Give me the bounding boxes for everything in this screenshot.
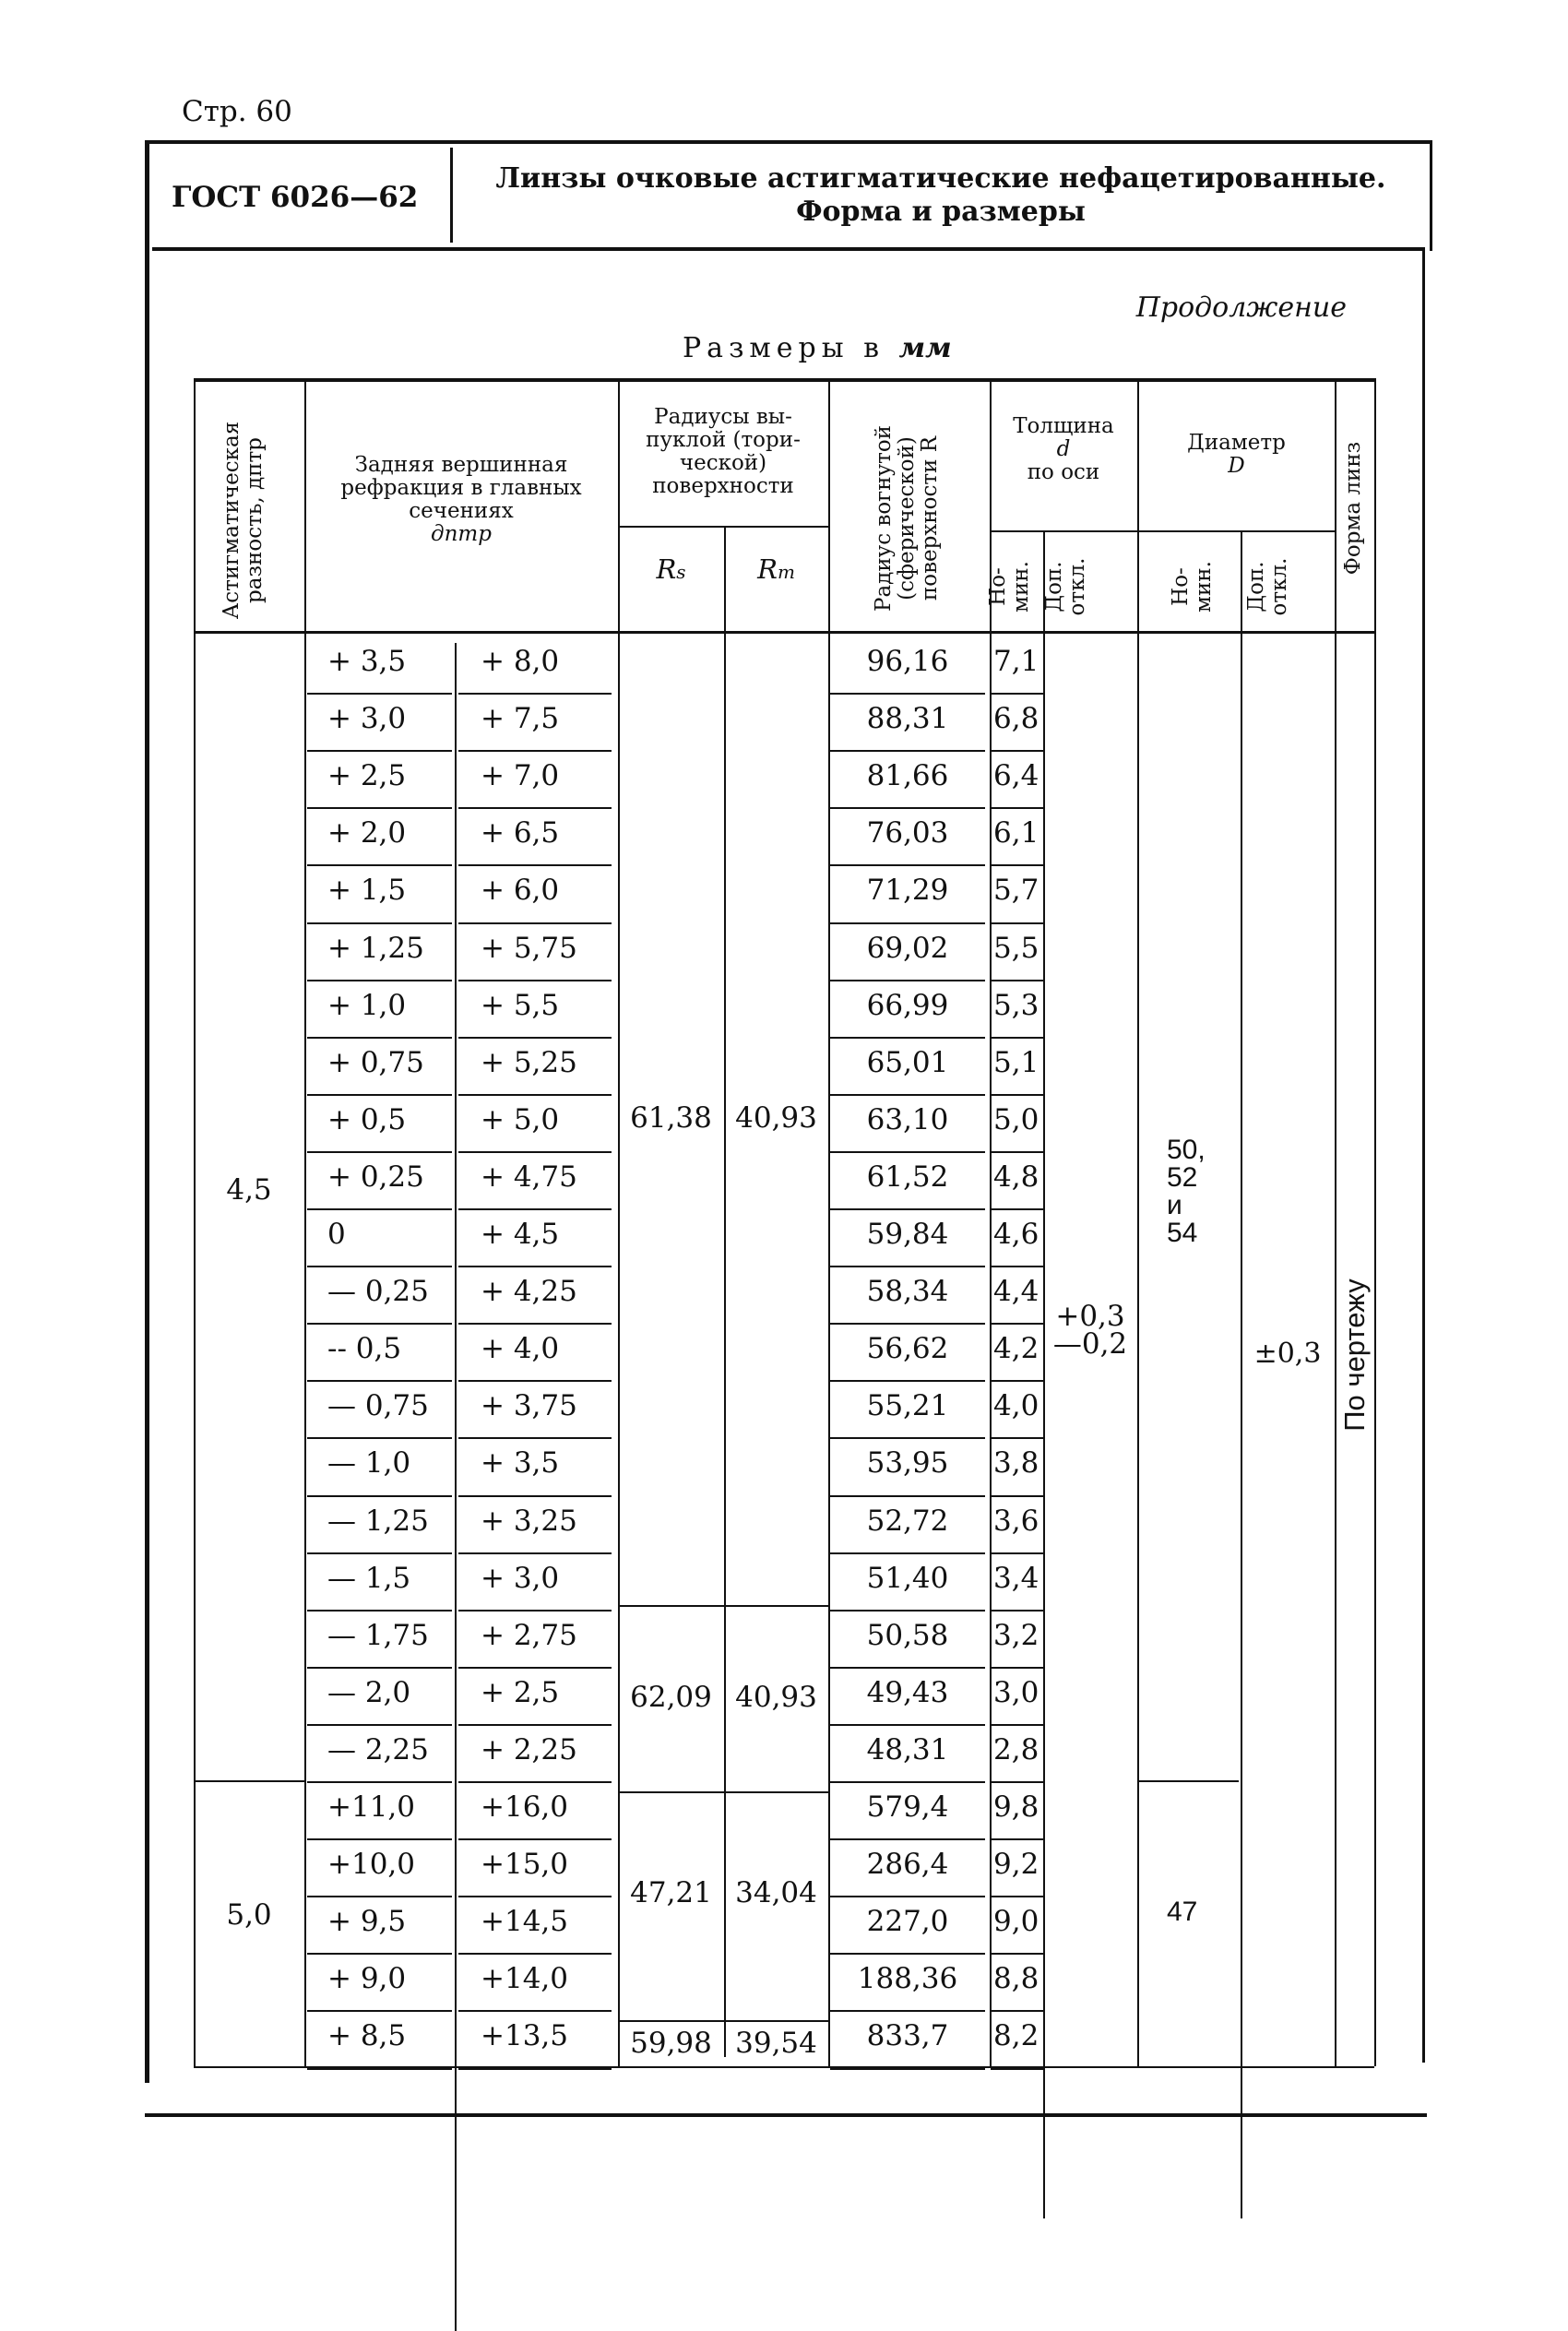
cell-f2: + 3,0 <box>481 1561 560 1595</box>
rm-group-c: 34,04 <box>735 1876 817 1909</box>
row-rule <box>307 1437 452 1439</box>
cell-r: 69,02 <box>866 931 949 965</box>
diameter-tolerance-value: ±0,3 <box>1253 1338 1322 1370</box>
row-rule <box>991 1094 1043 1096</box>
cell-f2: + 2,5 <box>481 1675 560 1709</box>
row-rule <box>458 1953 612 1955</box>
cell-f2: + 5,0 <box>481 1102 560 1136</box>
standard-title <box>470 162 1411 229</box>
rs-group-a: 61,38 <box>630 1101 712 1135</box>
cell-r: 59,84 <box>866 1218 949 1251</box>
row-rule <box>991 1151 1043 1153</box>
row-rule <box>307 1094 452 1096</box>
row-rule <box>458 693 612 695</box>
cell-d: 4,6 <box>993 1218 1039 1251</box>
cell-d: 4,2 <box>993 1332 1039 1366</box>
row-rule <box>991 2010 1043 2012</box>
cell-r: 49,43 <box>866 1675 949 1709</box>
row-rule <box>830 1724 985 1726</box>
frame-right-rule <box>1422 247 1425 2063</box>
row-rule <box>830 750 985 752</box>
header-astig-diff: Астигматическая разность, дптр <box>220 421 267 620</box>
rs-group-b: 62,09 <box>630 1681 712 1714</box>
cell-f1: + 1,25 <box>327 931 424 965</box>
header-diameter-tolerance: Доп. откл. <box>1244 557 1291 616</box>
cell-d: 5,7 <box>993 874 1039 908</box>
cell-r: 579,4 <box>866 1790 949 1824</box>
header-rm: Rm <box>757 553 795 585</box>
cell-f1: 0 <box>327 1218 346 1251</box>
cell-d: 6,4 <box>993 759 1039 793</box>
cell-r: 76,03 <box>866 816 949 850</box>
cell-f2: + 5,75 <box>481 931 577 965</box>
cell-f2: + 6,5 <box>481 816 560 850</box>
group-rule <box>618 2020 828 2022</box>
row-rule <box>991 1552 1043 1554</box>
cell-f1: — 1,0 <box>327 1446 411 1481</box>
row-rule <box>991 1781 1043 1783</box>
row-rule <box>830 1667 985 1669</box>
cell-d: 5,3 <box>993 988 1039 1022</box>
row-rule <box>458 1896 612 1897</box>
cell-r: 88,31 <box>866 702 949 736</box>
row-rule <box>830 2010 985 2012</box>
column-rule <box>1137 378 1139 2066</box>
group-rule <box>618 526 828 528</box>
row-rule <box>307 750 452 752</box>
cell-d: 3,4 <box>993 1561 1039 1595</box>
row-rule <box>991 1896 1043 1897</box>
row-rule <box>830 1437 985 1439</box>
row-rule <box>458 1667 612 1669</box>
row-rule <box>830 1552 985 1554</box>
cell-f1: + 2,0 <box>327 816 407 850</box>
cell-d: 4,4 <box>993 1275 1039 1309</box>
cell-f2: + 2,75 <box>481 1618 577 1652</box>
row-rule <box>991 1037 1043 1039</box>
row-rule <box>991 1495 1043 1497</box>
cell-f2: + 5,25 <box>481 1045 577 1079</box>
row-rule <box>458 807 612 809</box>
row-rule <box>458 2010 612 2012</box>
cell-r: 61,52 <box>866 1160 949 1194</box>
row-rule <box>458 1208 612 1210</box>
row-rule <box>991 807 1043 809</box>
cell-f1: + 3,0 <box>327 702 407 736</box>
header-lens-form: Форма линз <box>1341 441 1365 576</box>
row-rule <box>307 1838 452 1840</box>
cell-f1: + 0,5 <box>327 1102 407 1136</box>
row-rule <box>830 1896 985 1897</box>
row-rule <box>458 1552 612 1554</box>
cell-d: 3,8 <box>993 1446 1039 1481</box>
cell-d: 4,8 <box>993 1160 1039 1194</box>
cell-f2: +14,5 <box>481 1905 568 1939</box>
row-rule <box>991 1724 1043 1726</box>
cell-d: 3,6 <box>993 1504 1039 1538</box>
row-rule <box>458 1838 612 1840</box>
column-rule <box>1374 378 1376 2066</box>
column-rule <box>1335 378 1336 2066</box>
cell-f1: — 2,25 <box>327 1732 429 1766</box>
row-rule <box>307 1495 452 1497</box>
cell-f1: + 0,25 <box>327 1160 424 1194</box>
cell-f2: +16,0 <box>481 1790 568 1824</box>
row-rule <box>991 1323 1043 1325</box>
row-rule <box>458 980 612 981</box>
row-rule <box>307 1151 452 1153</box>
row-rule <box>458 1610 612 1611</box>
cell-f1: + 8,5 <box>327 2019 407 2053</box>
units-caption <box>683 332 952 364</box>
cell-r: 52,72 <box>866 1504 949 1538</box>
cell-f2: + 4,5 <box>481 1218 560 1251</box>
row-rule <box>307 1552 452 1554</box>
row-rule <box>307 1208 452 1210</box>
column-rule <box>828 378 830 2066</box>
row-rule <box>307 807 452 809</box>
row-rule <box>991 1838 1043 1840</box>
group-rule <box>990 530 1137 532</box>
row-rule <box>458 864 612 866</box>
row-rule <box>991 980 1043 981</box>
row-rule <box>307 1781 452 1783</box>
cell-r: 51,40 <box>866 1561 949 1595</box>
column-rule <box>618 378 620 2066</box>
frame-bottom-rule <box>145 2113 1427 2117</box>
row-rule <box>991 1266 1043 1267</box>
row-rule <box>830 1037 985 1039</box>
row-rule <box>458 1437 612 1439</box>
header-divider <box>450 148 453 243</box>
cell-f2: + 7,5 <box>481 702 560 736</box>
standard-code: ГОСТ 6026—62 <box>172 181 419 214</box>
row-rule <box>830 1953 985 1955</box>
cell-d: 8,2 <box>993 2019 1039 2053</box>
row-rule <box>830 807 985 809</box>
row-rule <box>830 1781 985 1783</box>
cell-d: 9,0 <box>993 1905 1039 1939</box>
thickness-tolerance-value: +0,3 —0,2 <box>1052 1300 1128 1361</box>
row-rule <box>307 1037 452 1039</box>
rs-group-c: 47,21 <box>630 1876 712 1909</box>
astig-diff-group-a: 4,5 <box>226 1173 272 1207</box>
row-rule <box>458 1380 612 1382</box>
cell-f2: + 8,0 <box>481 645 560 678</box>
row-rule <box>307 1610 452 1611</box>
row-rule <box>991 1208 1043 1210</box>
row-rule <box>458 1724 612 1726</box>
header-back-vertex: Задняя вершинная рефракция в главных сечениях дптр <box>340 453 582 546</box>
cell-f1: — 1,75 <box>327 1618 429 1652</box>
cell-f1: + 2,5 <box>327 759 407 793</box>
cell-f2: + 7,0 <box>481 759 560 793</box>
cell-r: 55,21 <box>866 1389 949 1423</box>
cell-f1: — 0,25 <box>327 1275 429 1309</box>
cell-r: 227,0 <box>866 1905 949 1939</box>
cell-f2: + 6,0 <box>481 874 560 908</box>
group-rule <box>194 1780 304 1782</box>
table-top-rule <box>194 378 1374 382</box>
cell-f1: + 9,0 <box>327 1962 407 1996</box>
row-rule <box>307 693 452 695</box>
rm-group-a: 40,93 <box>735 1101 817 1135</box>
cell-d: 9,8 <box>993 1790 1039 1824</box>
row-rule <box>307 1953 452 1955</box>
cell-r: 286,4 <box>866 1848 949 1882</box>
row-rule <box>307 1266 452 1267</box>
standard-title-line-2: Форма и размеры <box>796 196 1086 228</box>
row-rule <box>307 922 452 924</box>
cell-r: 48,31 <box>866 1732 949 1766</box>
cell-r: 71,29 <box>866 874 949 908</box>
column-rule <box>304 378 306 2066</box>
cell-d: 6,8 <box>993 702 1039 736</box>
cell-r: 50,58 <box>866 1618 949 1652</box>
header-diameter-nominal: Но- мин. <box>1169 561 1216 612</box>
row-rule <box>991 693 1043 695</box>
cell-f1: — 1,25 <box>327 1504 429 1538</box>
cell-r: 63,10 <box>866 1102 949 1136</box>
cell-d: 4,0 <box>993 1389 1039 1423</box>
row-rule <box>830 1323 985 1325</box>
row-rule <box>830 1094 985 1096</box>
cell-f1: + 1,0 <box>327 988 407 1022</box>
row-rule <box>458 1037 612 1039</box>
row-rule <box>830 1208 985 1210</box>
cell-r: 188,36 <box>857 1962 958 1996</box>
column-rule <box>724 526 726 2057</box>
row-rule <box>830 1495 985 1497</box>
row-rule <box>991 922 1043 924</box>
cell-d: 5,1 <box>993 1045 1039 1079</box>
cell-d: 7,1 <box>993 645 1039 678</box>
row-rule <box>307 1896 452 1897</box>
group-rule <box>618 1791 828 1793</box>
header-concave-radius: Радиус вогнутой (сферической) поверхности R <box>872 425 942 612</box>
cell-f1: + 3,5 <box>327 645 407 678</box>
cell-d: 5,0 <box>993 1102 1039 1136</box>
units-word: Размеры в <box>683 332 885 364</box>
cell-r: 66,99 <box>866 988 949 1022</box>
rm-group-b: 40,93 <box>735 1681 817 1714</box>
cell-f1: — 0,75 <box>327 1389 429 1423</box>
cell-f1: +10,0 <box>327 1848 415 1882</box>
row-rule <box>307 2010 452 2012</box>
header-thickness-tolerance: Доп. откл. <box>1042 557 1089 616</box>
row-rule <box>458 1323 612 1325</box>
cell-d: 5,5 <box>993 931 1039 965</box>
row-rule <box>458 1151 612 1153</box>
cell-f2: + 3,25 <box>481 1504 577 1538</box>
row-rule <box>458 1781 612 1783</box>
row-rule <box>458 750 612 752</box>
cell-r: 81,66 <box>866 759 949 793</box>
cell-f2: +13,5 <box>481 2019 568 2053</box>
row-rule <box>458 922 612 924</box>
frame-left-rule <box>145 247 149 2083</box>
row-rule <box>458 1094 612 1096</box>
row-rule <box>991 1437 1043 1439</box>
group-rule <box>194 2066 1374 2068</box>
group-rule <box>618 1605 828 1607</box>
lens-form-value: По чертежу <box>1338 1278 1371 1432</box>
row-rule <box>991 1610 1043 1611</box>
cell-f2: + 4,75 <box>481 1160 577 1194</box>
group-rule <box>1137 530 1335 532</box>
cell-f2: + 4,0 <box>481 1332 560 1366</box>
row-rule <box>307 1724 452 1726</box>
header-thickness: Толщина d по оси <box>1013 414 1114 484</box>
column-rule <box>455 643 457 2331</box>
header-bottom-rule <box>152 247 1425 251</box>
row-rule <box>830 1380 985 1382</box>
cell-f1: -- 0,5 <box>327 1332 402 1366</box>
astig-diff-group-b: 5,0 <box>226 1898 272 1932</box>
cell-f1: + 1,5 <box>327 874 407 908</box>
cell-r: 56,62 <box>866 1332 949 1366</box>
cell-r: 833,7 <box>866 2019 949 2053</box>
row-rule <box>830 864 985 866</box>
column-rule <box>1241 530 1242 2218</box>
row-rule <box>830 1266 985 1267</box>
row-rule <box>830 1838 985 1840</box>
row-rule <box>458 1266 612 1267</box>
cell-f2: +15,0 <box>481 1848 568 1882</box>
row-rule <box>991 1380 1043 1382</box>
cell-f2: + 3,5 <box>481 1446 560 1481</box>
cell-f2: + 4,25 <box>481 1275 577 1309</box>
row-rule <box>830 1610 985 1611</box>
row-rule <box>458 1495 612 1497</box>
diameter-group-b: 47 <box>1167 1897 1198 1927</box>
cell-f1: +11,0 <box>327 1790 415 1824</box>
cell-f1: + 0,75 <box>327 1045 424 1079</box>
row-rule <box>830 693 985 695</box>
cell-r: 53,95 <box>866 1446 949 1481</box>
row-rule <box>307 980 452 981</box>
row-rule <box>307 1380 452 1382</box>
rm-group-d: 39,54 <box>735 2027 817 2060</box>
cell-f1: + 9,5 <box>327 1905 407 1939</box>
header-thickness-nominal: Но- мин. <box>986 561 1033 612</box>
row-rule <box>991 1667 1043 1669</box>
row-rule <box>307 1323 452 1325</box>
cell-d: 8,8 <box>993 1962 1039 1996</box>
units-unit: мм <box>898 332 952 364</box>
column-rule <box>990 378 992 2066</box>
row-rule <box>307 1667 452 1669</box>
row-rule <box>991 864 1043 866</box>
row-rule <box>991 750 1043 752</box>
cell-f1: — 1,5 <box>327 1561 411 1595</box>
header-rs: Rs <box>656 553 686 585</box>
row-rule <box>830 980 985 981</box>
continued-label: Продолжение <box>1135 291 1347 324</box>
cell-f2: + 2,25 <box>481 1732 577 1766</box>
header-diameter: Диаметр D <box>1187 431 1286 478</box>
cell-r: 58,34 <box>866 1275 949 1309</box>
cell-f2: + 3,75 <box>481 1389 577 1423</box>
cell-f1: — 2,0 <box>327 1675 411 1709</box>
column-rule <box>1043 530 1045 2218</box>
cell-r: 65,01 <box>866 1045 949 1079</box>
standard-title-line-1: Линзы очковые астигматические нефацетированные. <box>495 162 1386 195</box>
diameter-group-a: 50, 52 и 54 <box>1167 1135 1206 1248</box>
rs-group-d: 59,98 <box>630 2027 712 2060</box>
row-rule <box>991 1953 1043 1955</box>
cell-d: 3,0 <box>993 1675 1039 1709</box>
column-rule <box>194 378 196 2066</box>
cell-r: 96,16 <box>866 645 949 678</box>
cell-d: 6,1 <box>993 816 1039 850</box>
cell-d: 2,8 <box>993 1732 1039 1766</box>
row-rule <box>307 864 452 866</box>
page-number: Стр. 60 <box>182 95 292 128</box>
cell-f2: + 5,5 <box>481 988 560 1022</box>
cell-f2: +14,0 <box>481 1962 568 1996</box>
row-rule <box>830 922 985 924</box>
cell-d: 9,2 <box>993 1848 1039 1882</box>
row-rule <box>830 1151 985 1153</box>
header-convex-radii: Радиусы вы- пуклой (тори- ческой) поверхности <box>646 405 801 498</box>
cell-d: 3,2 <box>993 1618 1039 1652</box>
group-rule <box>1137 1780 1239 1782</box>
